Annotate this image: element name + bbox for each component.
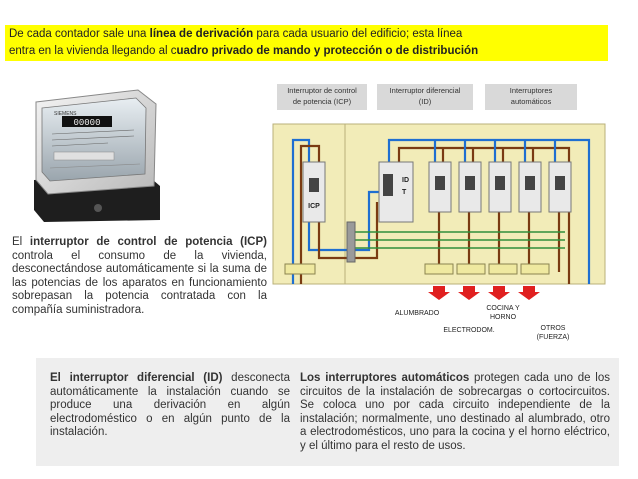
label-auto-text-1: Interruptores <box>509 86 553 95</box>
breaker-lever <box>435 176 445 190</box>
auto-description-bold: Los interruptores automáticos <box>300 372 470 384</box>
meter-screw <box>94 204 102 212</box>
banner-text: De cada contador sale una <box>9 28 150 40</box>
breaker-lever <box>495 176 505 190</box>
banner-line-1 <box>9 26 604 43</box>
header-banner <box>5 25 608 61</box>
breaker-lever <box>525 176 535 190</box>
ground-bar <box>347 222 355 262</box>
label-id-text-2: (ID) <box>418 97 432 106</box>
out-electrodom: ELECTRODOM. <box>443 327 495 334</box>
electricity-meter-image <box>28 82 178 222</box>
banner-text: entra en la vivienda llegando al c <box>9 45 177 57</box>
terminal-block <box>457 264 485 274</box>
terminal-block <box>521 264 549 274</box>
meter-digits: 00000 <box>73 118 101 128</box>
label-id-text-1: Interruptor diferencial <box>389 86 461 95</box>
id-description-body: desconecta automáticamente la instalación cuando se produce una derivación en algún electrodoméstico o en algún punto de la instalación. <box>50 372 290 438</box>
icp-text-bold: interruptor de control de potencia (ICP) <box>29 236 267 248</box>
label-icp-text-2: de potencia (ICP) <box>292 97 352 106</box>
banner-bold-text: línea de derivación <box>149 28 254 40</box>
icp-breaker <box>303 162 325 222</box>
id-tag: ID <box>402 177 409 184</box>
out-cocina-2: HORNO <box>489 314 517 321</box>
out-otros-2: (FUERZA) <box>536 334 570 341</box>
banner-text: para cada usuario del edificio; esta línea <box>253 28 463 40</box>
id-description <box>50 372 290 440</box>
label-id <box>377 84 473 110</box>
breaker-lever <box>383 174 393 196</box>
auto-description <box>300 372 610 453</box>
icp-description <box>12 236 267 317</box>
id-description-bold: El interruptor diferencial (ID) <box>50 372 223 384</box>
terminal-block <box>489 264 517 274</box>
label-icp-text-1: Interruptor de control <box>287 86 357 95</box>
arrow-down-icon <box>488 286 510 300</box>
icp-text-pre: El <box>12 236 30 248</box>
icp-tag: ICP <box>308 203 320 210</box>
meter-brand: SIEMENS <box>54 111 77 117</box>
breaker-lever <box>555 176 565 190</box>
label-icp <box>277 84 367 110</box>
banner-line-2 <box>9 43 604 60</box>
out-otros-1: OTROS <box>540 325 566 332</box>
arrow-down-icon <box>518 286 540 300</box>
label-automaticos <box>485 84 577 110</box>
terminal-block <box>285 264 315 274</box>
id-test-mark: T <box>402 189 407 196</box>
meter-dial <box>54 152 114 160</box>
distribution-panel-diagram <box>269 82 609 352</box>
id-breaker <box>379 162 413 222</box>
breaker-lever <box>465 176 475 190</box>
icp-text-body: controla el consumo de la vivienda, desconectándose automáticamente si la suma de las potencias de los aparatos en funcionamiento sobrepasan la potencia contratada con la compañía suministradora. <box>12 249 267 316</box>
arrow-down-icon <box>428 286 450 300</box>
auto-description-body: protegen cada uno de los circuitos de la instalación de sobrecargas o cortocircuitos. Se coloca uno por cada circuito independiente de la instalación; normalmente, uno destinado al alumbrado, otro a electrodomésticos, uno para la cocina y el horno eléctrico, y el último para el resto de usos. <box>300 372 610 452</box>
output-arrows <box>428 286 540 300</box>
bottom-panel <box>36 358 619 466</box>
automatic-breakers <box>429 162 571 212</box>
arrow-down-icon <box>458 286 480 300</box>
breaker-lever <box>309 178 319 192</box>
banner-bold-text: uadro privado de mando y protección o de distribución <box>176 45 479 57</box>
out-cocina-1: COCINA Y <box>486 305 520 312</box>
terminal-block <box>425 264 453 274</box>
label-auto-text-2: automáticos <box>510 97 552 106</box>
out-alumbrado: ALUMBRADO <box>394 310 440 317</box>
